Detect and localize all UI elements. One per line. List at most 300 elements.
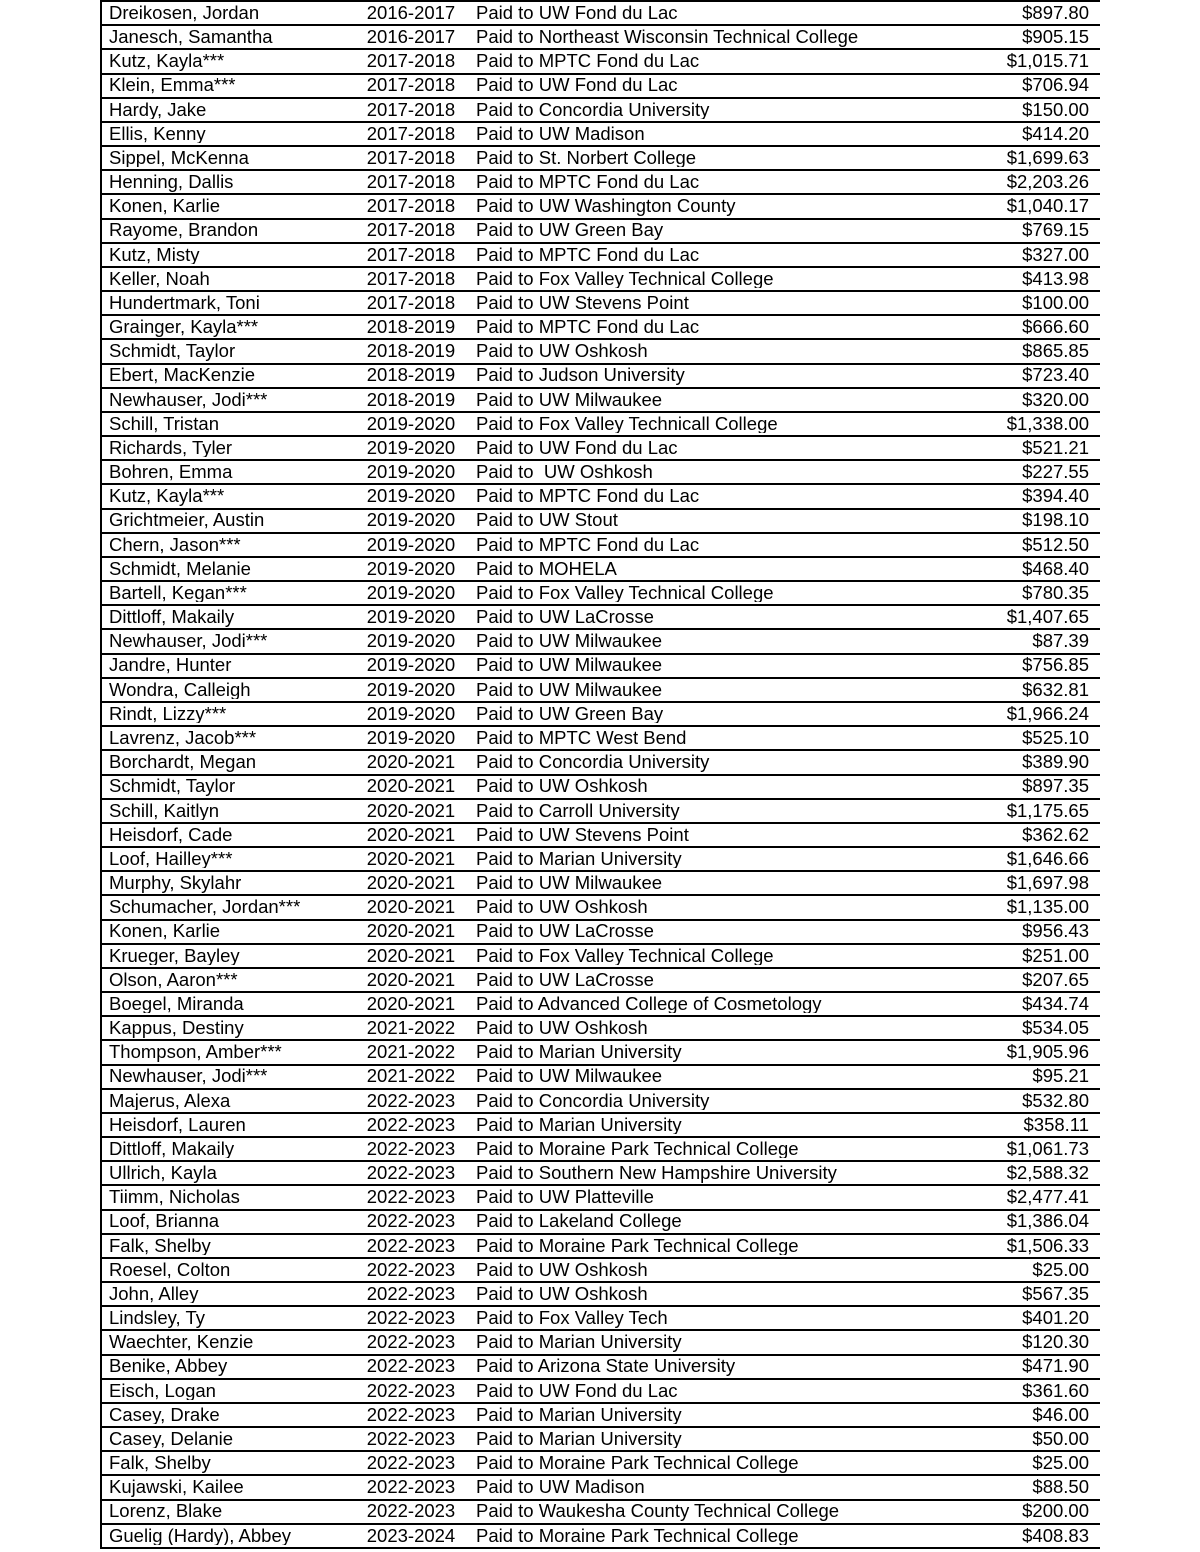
student-name: Rindt, Lizzy***: [109, 704, 227, 724]
amount: $87.39: [1032, 632, 1089, 651]
student-name: Ellis, Kenny: [109, 124, 206, 144]
table-row: [102, 1186, 1100, 1210]
student-name: Richards, Tyler: [109, 438, 233, 458]
school-year: 2019-2020: [366, 511, 456, 530]
school-year: 2019-2020: [366, 487, 456, 506]
paid-to: Paid to UW Milwaukee: [476, 874, 663, 893]
paid-to: Paid to Fox Valley Technical College: [476, 946, 774, 966]
paid-to: Paid to UW LaCrosse: [476, 970, 654, 990]
paid-to: Paid to Marian University: [476, 1333, 682, 1352]
school-year: 2022-2023: [366, 1188, 456, 1207]
table-row: [102, 1211, 1100, 1235]
amount: $956.43: [1022, 922, 1089, 941]
paid-to: Paid to Fox Valley Technical College: [476, 269, 774, 289]
amount: $706.94: [1022, 76, 1089, 95]
student-name: Bartell, Kegan***: [109, 583, 247, 603]
table-row: [102, 26, 1100, 50]
school-year: 2020-2021: [366, 849, 456, 869]
table-row: [102, 1066, 1100, 1090]
amount: $227.55: [1022, 463, 1089, 482]
table-row: [102, 679, 1100, 703]
table-row: [102, 413, 1100, 437]
school-year: 2020-2021: [366, 922, 456, 941]
student-name: Sippel, McKenna: [109, 148, 249, 168]
school-year: 2017-2018: [366, 124, 456, 144]
table-row: [102, 1331, 1100, 1355]
amount: $414.20: [1022, 124, 1089, 144]
table-row: [102, 99, 1100, 123]
table-row: [102, 1380, 1100, 1404]
student-name: Kujawski, Kailee: [109, 1478, 244, 1497]
paid-to: Paid to UW LaCrosse: [476, 608, 654, 627]
school-year: 2022-2023: [366, 1164, 456, 1183]
table-row: [102, 824, 1100, 848]
school-year: 2022-2023: [366, 1429, 456, 1449]
paid-to: Paid to UW Fond du Lac: [476, 76, 678, 95]
amount: $413.98: [1022, 269, 1089, 289]
table-row: [102, 316, 1100, 340]
table-row: [102, 776, 1100, 800]
school-year: 2020-2021: [366, 753, 456, 772]
table-row: [102, 1307, 1100, 1331]
student-name: Dittloff, Makaily: [109, 1139, 235, 1159]
table-row: [102, 389, 1100, 413]
table-row: [102, 292, 1100, 316]
school-year: 2022-2023: [366, 1478, 456, 1497]
table-row: [102, 1476, 1100, 1500]
school-year: 2020-2021: [366, 994, 456, 1014]
table-row: [102, 365, 1100, 389]
amount: $1,697.98: [1006, 874, 1089, 893]
student-name: Casey, Drake: [109, 1405, 220, 1425]
paid-to: Paid to Marian University: [476, 1405, 682, 1425]
school-year: 2018-2019: [366, 318, 456, 337]
amount: $1,905.96: [1006, 1043, 1089, 1062]
table-row: [102, 1017, 1100, 1041]
student-name: Eisch, Logan: [109, 1381, 216, 1401]
table-row: [102, 969, 1100, 993]
school-year: 2019-2020: [366, 438, 456, 458]
student-name: Wondra, Calleigh: [109, 680, 251, 700]
amount: $1,040.17: [1006, 197, 1089, 216]
amount: $512.50: [1022, 535, 1089, 555]
paid-to: Paid to UW Platteville: [476, 1188, 654, 1207]
amount: $1,407.65: [1006, 608, 1089, 627]
paid-to: Paid to Marian University: [476, 1115, 682, 1135]
paid-to: Paid to St. Norbert College: [476, 148, 697, 168]
student-name: Grainger, Kayla***: [109, 318, 259, 337]
school-year: 2018-2019: [366, 366, 456, 385]
school-year: 2019-2020: [366, 632, 456, 651]
table-row: [102, 510, 1100, 534]
school-year: 2022-2023: [366, 1236, 456, 1256]
table-row: [102, 606, 1100, 630]
amount: $905.15: [1022, 28, 1089, 47]
table-row: [102, 1090, 1100, 1114]
amount: $1,338.00: [1006, 414, 1089, 434]
amount: $532.80: [1022, 1091, 1089, 1111]
table-row: [102, 1283, 1100, 1307]
student-name: Ebert, MacKenzie: [109, 366, 256, 385]
table-row: [102, 872, 1100, 896]
table-row: [102, 461, 1100, 485]
student-name: Thompson, Amber***: [109, 1043, 282, 1062]
table-row: [102, 1138, 1100, 1162]
school-year: 2020-2021: [366, 898, 456, 917]
amount: $95.21: [1032, 1067, 1089, 1086]
amount: $46.00: [1032, 1405, 1089, 1425]
student-name: Klein, Emma***: [109, 76, 236, 95]
student-name: Waechter, Kenzie: [109, 1333, 254, 1352]
school-year: 2019-2020: [366, 463, 456, 482]
amount: $408.83: [1022, 1526, 1089, 1546]
table-row: [102, 558, 1100, 582]
student-name: Loof, Hailley***: [109, 849, 233, 869]
school-year: 2022-2023: [366, 1381, 456, 1401]
amount: $567.35: [1022, 1284, 1089, 1304]
student-name: Falk, Shelby: [109, 1236, 211, 1256]
paid-to: Paid to Carroll University: [476, 801, 680, 820]
table-row: [102, 220, 1100, 244]
student-name: Newhauser, Jodi***: [109, 390, 268, 410]
school-year: 2022-2023: [366, 1357, 456, 1376]
amount: $534.05: [1022, 1019, 1089, 1038]
paid-to: Paid to UW Milwaukee: [476, 390, 663, 410]
paid-to: Paid to Advanced College of Cosmetology: [476, 994, 822, 1014]
paid-to: Paid to Judson University: [476, 366, 685, 385]
student-name: Bohren, Emma: [109, 463, 233, 482]
table-row: [102, 1452, 1100, 1476]
paid-to: Paid to MPTC Fond du Lac: [476, 487, 700, 506]
school-year: 2022-2023: [366, 1139, 456, 1159]
school-year: 2022-2023: [366, 1212, 456, 1231]
paid-to: Paid to Marian University: [476, 1043, 682, 1062]
amount: $401.20: [1022, 1309, 1089, 1328]
amount: $1,015.71: [1006, 52, 1089, 71]
student-name: Falk, Shelby: [109, 1454, 211, 1473]
paid-to: Paid to Fox Valley Technicall College: [476, 414, 778, 434]
school-year: 2020-2021: [366, 970, 456, 990]
table-row: [102, 1259, 1100, 1283]
table-row: [102, 1525, 1100, 1549]
amount: $780.35: [1022, 583, 1089, 603]
paid-to: Paid to Marian University: [476, 1429, 682, 1449]
paid-to: Paid to UW Oshkosh: [476, 1284, 648, 1304]
student-name: Lindsley, Ty: [109, 1309, 205, 1328]
student-name: Olson, Aaron***: [109, 970, 238, 990]
amount: $327.00: [1022, 245, 1089, 265]
amount: $666.60: [1022, 318, 1089, 337]
student-name: Dreikosen, Jordan: [109, 3, 260, 23]
paid-to: Paid to MPTC Fond du Lac: [476, 535, 700, 555]
student-name: Konen, Karlie: [109, 197, 221, 216]
table-row: [102, 50, 1100, 74]
student-name: Chern, Jason***: [109, 535, 241, 555]
student-name: Kutz, Misty: [109, 245, 200, 265]
amount: $1,135.00: [1006, 898, 1089, 917]
paid-to: Paid to MPTC West Bend: [476, 728, 687, 748]
paid-to: Paid to Concordia University: [476, 100, 710, 120]
paid-to: Paid to UW Milwaukee: [476, 680, 663, 700]
amount: $358.11: [1023, 1115, 1089, 1135]
school-year: 2019-2020: [366, 680, 456, 700]
amount: $1,506.33: [1006, 1236, 1089, 1256]
student-name: Murphy, Skylahr: [109, 874, 242, 893]
amount: $471.90: [1022, 1357, 1089, 1376]
school-year: 2017-2018: [366, 100, 456, 120]
school-year: 2021-2022: [366, 1043, 456, 1062]
student-name: Kappus, Destiny: [109, 1019, 244, 1038]
paid-to: Paid to Northeast Wisconsin Technical College: [476, 28, 859, 47]
student-name: Schill, Kaitlyn: [109, 801, 220, 820]
table-row: [102, 1162, 1100, 1186]
paid-to: Paid to Arizona State University: [476, 1357, 736, 1376]
table-row: [102, 2, 1100, 26]
amount: $2,477.41: [1006, 1188, 1089, 1207]
student-name: Lorenz, Blake: [109, 1502, 223, 1521]
school-year: 2022-2023: [366, 1091, 456, 1111]
paid-to: Paid to UW Oshkosh: [476, 342, 648, 361]
paid-to: Paid to UW Washington County: [476, 197, 736, 216]
school-year: 2017-2018: [366, 221, 456, 240]
table-row: [102, 1356, 1100, 1380]
amount: $1,386.04: [1006, 1212, 1089, 1231]
school-year: 2019-2020: [366, 656, 456, 675]
paid-to: Paid to UW Milwaukee: [476, 1067, 663, 1086]
student-name: Lavrenz, Jacob***: [109, 728, 257, 748]
student-name: Tiimm, Nicholas: [109, 1188, 240, 1207]
school-year: 2018-2019: [366, 390, 456, 410]
school-year: 2022-2023: [366, 1284, 456, 1304]
amount: $723.40: [1022, 366, 1089, 385]
student-name: Borchardt, Megan: [109, 753, 257, 772]
school-year: 2020-2021: [366, 801, 456, 820]
paid-to: Paid to UW LaCrosse: [476, 922, 654, 941]
amount: $897.35: [1022, 777, 1089, 796]
amount: $2,203.26: [1006, 173, 1089, 192]
amount: $1,966.24: [1006, 704, 1089, 724]
school-year: 2017-2018: [366, 269, 456, 289]
table-row: [102, 921, 1100, 945]
amount: $2,588.32: [1006, 1164, 1089, 1183]
student-name: Krueger, Bayley: [109, 946, 240, 966]
paid-to: Paid to UW Stout: [476, 511, 618, 530]
student-name: Benike, Abbey: [109, 1357, 228, 1376]
school-year: 2022-2023: [366, 1405, 456, 1425]
amount: $1,175.65: [1006, 801, 1089, 820]
amount: $525.10: [1022, 728, 1089, 748]
amount: $251.00: [1022, 946, 1089, 966]
paid-to: Paid to UW Green Bay: [476, 704, 664, 724]
school-year: 2020-2021: [366, 946, 456, 966]
amount: $521.21: [1022, 438, 1089, 458]
student-name: Schmidt, Melanie: [109, 559, 251, 579]
table-row: [102, 1428, 1100, 1452]
paid-to: Paid to UW Madison: [476, 124, 645, 144]
table-row: [102, 1404, 1100, 1428]
amount: $865.85: [1022, 342, 1089, 361]
paid-to: Paid to UW Stevens Point: [476, 293, 689, 313]
student-name: Schmidt, Taylor: [109, 777, 236, 796]
paid-to: Paid to UW Milwaukee: [476, 632, 663, 651]
student-name: Dittloff, Makaily: [109, 608, 235, 627]
student-name: Schumacher, Jordan***: [109, 898, 301, 917]
amount: $1,646.66: [1006, 849, 1089, 869]
paid-to: Paid to UW Stevens Point: [476, 825, 689, 845]
student-name: Guelig (Hardy), Abbey: [109, 1526, 292, 1546]
amount: $468.40: [1022, 559, 1089, 579]
paid-to: Paid to UW Oshkosh: [476, 1260, 648, 1280]
school-year: 2022-2023: [366, 1260, 456, 1280]
paid-to: Paid to UW Milwaukee: [476, 656, 663, 675]
amount: $88.50: [1032, 1478, 1089, 1497]
amount: $632.81: [1022, 680, 1089, 700]
student-name: Majerus, Alexa: [109, 1091, 231, 1111]
school-year: 2023-2024: [366, 1526, 456, 1546]
table-row: [102, 751, 1100, 775]
table-row: [102, 534, 1100, 558]
amount: $434.74: [1022, 994, 1089, 1014]
amount: $120.30: [1022, 1333, 1089, 1352]
student-name: Boegel, Miranda: [109, 994, 244, 1014]
school-year: 2019-2020: [366, 535, 456, 555]
student-name: Hundertmark, Toni: [109, 293, 260, 313]
school-year: 2016-2017: [366, 28, 456, 47]
paid-to: Paid to UW Oshkosh: [476, 1019, 648, 1038]
table-row: [102, 437, 1100, 461]
amount: $389.90: [1022, 753, 1089, 772]
student-name: Newhauser, Jodi***: [109, 1067, 268, 1086]
paid-to: Paid to UW Green Bay: [476, 221, 664, 240]
table-row: [102, 1501, 1100, 1525]
school-year: 2019-2020: [366, 414, 456, 434]
school-year: 2017-2018: [366, 76, 456, 95]
school-year: 2022-2023: [366, 1454, 456, 1473]
table-row: [102, 340, 1100, 364]
paid-to: Paid to UW Oshkosh: [476, 777, 648, 796]
paid-to: Paid to UW Fond du Lac: [476, 438, 678, 458]
table-row: [102, 945, 1100, 969]
student-name: Jandre, Hunter: [109, 656, 232, 675]
amount: $150.00: [1022, 100, 1089, 120]
paid-to: Paid to UW Fond du Lac: [476, 1381, 678, 1401]
school-year: 2020-2021: [366, 825, 456, 845]
school-year: 2017-2018: [366, 245, 456, 265]
table-row: [102, 123, 1100, 147]
school-year: 2017-2018: [366, 197, 456, 216]
school-year: 2018-2019: [366, 342, 456, 361]
table-row: [102, 268, 1100, 292]
table-row: [102, 727, 1100, 751]
table-row: [102, 147, 1100, 171]
table-row: [102, 582, 1100, 606]
paid-to: Paid to Lakeland College: [476, 1212, 682, 1231]
student-name: John, Alley: [109, 1284, 199, 1304]
student-name: Konen, Karlie: [109, 922, 221, 941]
student-name: Grichtmeier, Austin: [109, 511, 265, 530]
student-name: Schill, Tristan: [109, 414, 220, 434]
paid-to: Paid to Fox Valley Technical College: [476, 583, 774, 603]
table-row: [102, 244, 1100, 268]
school-year: 2017-2018: [366, 293, 456, 313]
student-name: Kutz, Kayla***: [109, 487, 225, 506]
student-name: Ullrich, Kayla: [109, 1164, 217, 1183]
school-year: 2017-2018: [366, 52, 456, 71]
table-row: [102, 75, 1100, 99]
school-year: 2020-2021: [366, 777, 456, 796]
amount: $1,061.73: [1006, 1139, 1089, 1159]
table-row: [102, 485, 1100, 509]
table-row: [102, 993, 1100, 1017]
amount: $50.00: [1032, 1429, 1089, 1449]
table-row: [102, 848, 1100, 872]
school-year: 2021-2022: [366, 1019, 456, 1038]
paid-to: Paid to MPTC Fond du Lac: [476, 245, 700, 265]
school-year: 2019-2020: [366, 608, 456, 627]
student-name: Rayome, Brandon: [109, 221, 259, 240]
student-name: Janesch, Samantha: [109, 28, 273, 47]
amount: $756.85: [1022, 656, 1089, 675]
student-name: Hardy, Jake: [109, 100, 207, 120]
paid-to: Paid to Fox Valley Tech: [476, 1309, 668, 1328]
amount: $207.65: [1022, 970, 1089, 990]
student-name: Heisdorf, Cade: [109, 825, 233, 845]
school-year: 2016-2017: [366, 3, 456, 23]
amount: $361.60: [1022, 1381, 1089, 1401]
paid-to: Paid to MPTC Fond du Lac: [476, 318, 700, 337]
paid-to: Paid to Concordia University: [476, 753, 710, 772]
payments-table: [100, 0, 1100, 1549]
amount: $897.80: [1022, 3, 1089, 23]
paid-to: Paid to UW Oshkosh: [476, 463, 653, 482]
school-year: 2022-2023: [366, 1115, 456, 1135]
amount: $362.62: [1022, 825, 1089, 845]
table-row: [102, 195, 1100, 219]
student-name: Schmidt, Taylor: [109, 342, 236, 361]
paid-to: Paid to MPTC Fond du Lac: [476, 52, 700, 71]
school-year: 2022-2023: [366, 1502, 456, 1521]
paid-to: Paid to UW Fond du Lac: [476, 3, 678, 23]
amount: $25.00: [1032, 1454, 1089, 1473]
amount: $320.00: [1022, 390, 1089, 410]
table-row: [102, 800, 1100, 824]
student-name: Casey, Delanie: [109, 1429, 234, 1449]
paid-to: Paid to Marian University: [476, 849, 682, 869]
school-year: 2017-2018: [366, 148, 456, 168]
school-year: 2022-2023: [366, 1333, 456, 1352]
paid-to: Paid to MOHELA: [476, 559, 617, 579]
school-year: 2019-2020: [366, 704, 456, 724]
paid-to: Paid to Moraine Park Technical College: [476, 1454, 799, 1473]
paid-to: Paid to Moraine Park Technical College: [476, 1139, 799, 1159]
table-row: [102, 703, 1100, 727]
student-name: Kutz, Kayla***: [109, 52, 225, 71]
student-name: Roesel, Colton: [109, 1260, 231, 1280]
table-row: [102, 171, 1100, 195]
school-year: 2021-2022: [366, 1067, 456, 1086]
amount: $198.10: [1022, 511, 1089, 530]
table-row: [102, 1114, 1100, 1138]
amount: $1,699.63: [1006, 148, 1089, 168]
student-name: Keller, Noah: [109, 269, 210, 289]
school-year: 2020-2021: [366, 874, 456, 893]
paid-to: Paid to UW Madison: [476, 1478, 645, 1497]
amount: $200.00: [1022, 1502, 1089, 1521]
amount: $769.15: [1022, 221, 1089, 240]
amount: $100.00: [1022, 293, 1089, 313]
amount: $25.00: [1032, 1260, 1089, 1280]
table-row: [102, 1235, 1100, 1259]
